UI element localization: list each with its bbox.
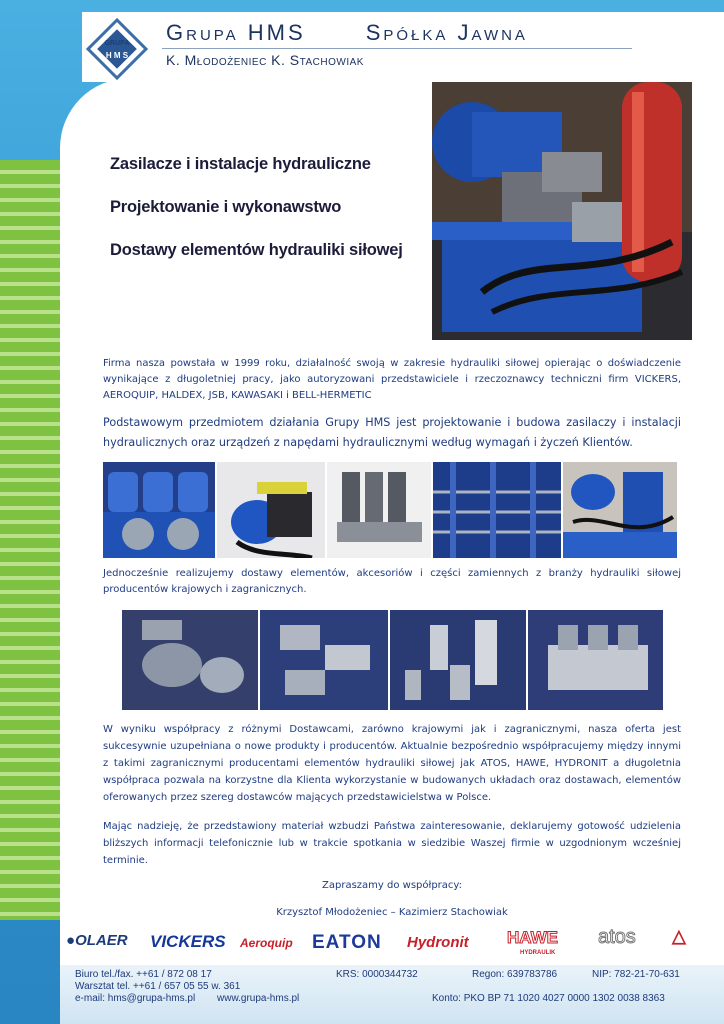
- photo-strip2-pumps: [122, 610, 258, 710]
- brand-hydronit: Hydronit: [407, 934, 469, 951]
- photo-strip1-valves: [327, 462, 431, 558]
- footer-nip: NIP: 782-21-70-631: [592, 969, 680, 980]
- photo-strip2-cartridges: [390, 610, 526, 710]
- invitation-text: Zapraszamy do współpracy:: [322, 880, 462, 891]
- footer-website[interactable]: www.grupa-hms.pl: [217, 993, 300, 1004]
- supplies-paragraph: Jednocześnie realizujemy dostawy elementów, akcesoriów i części zamiennych z branży hydrauliki siłowej producentów krajowych i zagranicznych.: [103, 568, 681, 595]
- cooperation-paragraph: W wyniku współpracy z różnymi Dostawcami, zarówno krajowymi jak i zagranicznymi, nasza oferta jest sukcesywnie uzupełniana o nowe produkty i producentów. Aktualnie bezpośrednio współpracujemy między innymi z takimi zagranicznymi producentami elementów hydrauliki siłowej jak ATOS, HAWE, HYDRONIT a długoletnia współpraca pozwala na korzystne dla Klienta wykorzystanie w budowanych układach oraz dostawach, elementów oferowanych przez szereg dostawców mających przedstawicielstwa w Polsce.: [103, 724, 681, 803]
- logo-text-top: GRUPA: [104, 40, 130, 47]
- heading-1: Zasilacze i instalacje hydrauliczne: [110, 155, 371, 173]
- headings-block: [110, 155, 403, 284]
- signature-names: Krzysztof Młodożeniec – Kazimierz Stachowiak: [276, 907, 508, 918]
- photo-strip1-motor: [217, 462, 325, 558]
- owners-line: K. Młodożeniec K. Stachowiak: [166, 52, 364, 68]
- footer-regon: Regon: 639783786: [472, 969, 558, 980]
- photo-strip2-valve-blocks: [260, 610, 388, 710]
- intro-paragraph: Firma nasza powstała w 1999 roku, działalność swoją w zakresie hydrauliki siłowej opierając o doświadczenie wynikające z długoletniej pracy, jako autoryzowani przedstawiciele i rzeczoznawcy techniczni firm VICKERS, AEROQUIP, HALDEX, JSB, KAWASAKI i BELL-HERMETIC: [103, 358, 681, 401]
- photo-hydraulic-unit: [432, 82, 692, 340]
- photo-strip1-unit-tanks: [103, 462, 215, 558]
- brand-aeroquip: Aeroquip: [240, 936, 293, 950]
- brand-eaton: EATON: [312, 932, 382, 953]
- footer-bank-account: Konto: PKO BP 71 1020 4027 0000 1302 0038 8363: [432, 993, 665, 1004]
- brand-hawe: HAWE: [507, 928, 558, 947]
- main-activity-paragraph: Podstawowym przedmiotem działania Grupy HMS jest projektowanie i budowa zasilaczy i instalacji hydraulicznych oraz urządzeń z napędami hydraulicznymi według wymagań i życzeń Klientów.: [103, 416, 681, 449]
- photo-strip1-installation: [563, 462, 677, 558]
- green-stripes-decoration: [0, 160, 60, 920]
- company-name-right: Spółka Jawna: [365, 20, 528, 45]
- brand-vickers: VICKERS: [150, 932, 226, 951]
- brand-logos-row: [62, 928, 702, 962]
- brand-hawe-sub: HYDRAULIK: [520, 950, 556, 956]
- footer-krs: KRS: 0000344732: [336, 969, 418, 980]
- brand-olaer: ●OLAER: [66, 932, 128, 949]
- footer-email: e-mail: hms@grupa-hms.pl: [75, 993, 196, 1004]
- footer-phone: Biuro tel./fax. ++61 / 872 08 17: [75, 969, 212, 980]
- photo-strip2-manifold: [528, 610, 663, 710]
- header-divider: [162, 48, 632, 49]
- company-logo: [86, 18, 148, 80]
- heading-3: Dostawy elementów hydrauliki siłowej: [110, 241, 403, 259]
- closing-paragraph: Mając nadzieję, że przedstawiony materiał wzbudzi Państwa zainteresowanie, deklarujemy gotowość udzielenia bliższych informacji telefonicznie lub w trakcie spotkania w siedzibie Waszej firmie w uzgodnionym wcześniej terminie.: [103, 821, 681, 866]
- photo-strip1-pipes: [433, 462, 561, 558]
- company-name: [166, 20, 528, 46]
- logo-text-bottom: H M S: [105, 51, 129, 60]
- footer-workshop: Warsztat tel. ++61 / 657 05 55 w. 361: [75, 981, 241, 992]
- company-name-left: Grupa HMS: [166, 20, 306, 45]
- atos-triangle-icon: △: [672, 926, 686, 946]
- brand-atos: atos: [598, 926, 636, 948]
- heading-2: Projektowanie i wykonawstwo: [110, 198, 342, 216]
